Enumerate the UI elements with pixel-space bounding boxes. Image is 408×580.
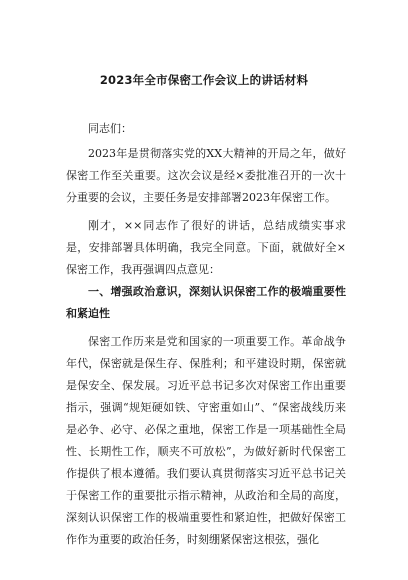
document-body [66,118,346,551]
section-heading: 一、增强政治意识，深刻认识保密工作的极端重要性和紧迫性 [66,285,346,320]
paragraph-2: 刚才，××同志作了很好的讲话，总结成绩实事求是，安排部署具体明确，我完全同意。下面，就做好全×保密工作，我再强调四点意见： [66,219,346,276]
document-title: 2023年全市保密工作会议上的讲话材料 [99,73,309,87]
greeting: 同志们： [88,122,132,135]
paragraph-1: 2023年是贯彻落实党的XX大精神的开局之年，做好保密工作至关重要。这次会议是经×委批准召开的一次十分重要的会议，主要任务是安排部署2023年保密工作。 [66,147,346,204]
section-paragraph: 保密工作历来是党和国家的一项重要工作。革命战争年代，保密就是保生存、保胜利；和平建设时期，保密就是保安全、保发展。习近平总书记多次对保密工作出重要指示，强调“规矩硬如铁、守密重如山”、“保密战线历来是必争、必守、必保之重地，保密工作是一项基础性全局性、长期性工作，顺夹不可放松”，为做好新时代保密工作提供了根本遵循。我们要认真贯彻落实习近平总书记关于保密工作的重要批示指示精神，从政治和全局的高度，深刻认识保密工作的极端重要性和紧迫性，把做好保密工作作为重要的政治任务，时刻绷紧保密这根弦，强化 [66,335,346,546]
